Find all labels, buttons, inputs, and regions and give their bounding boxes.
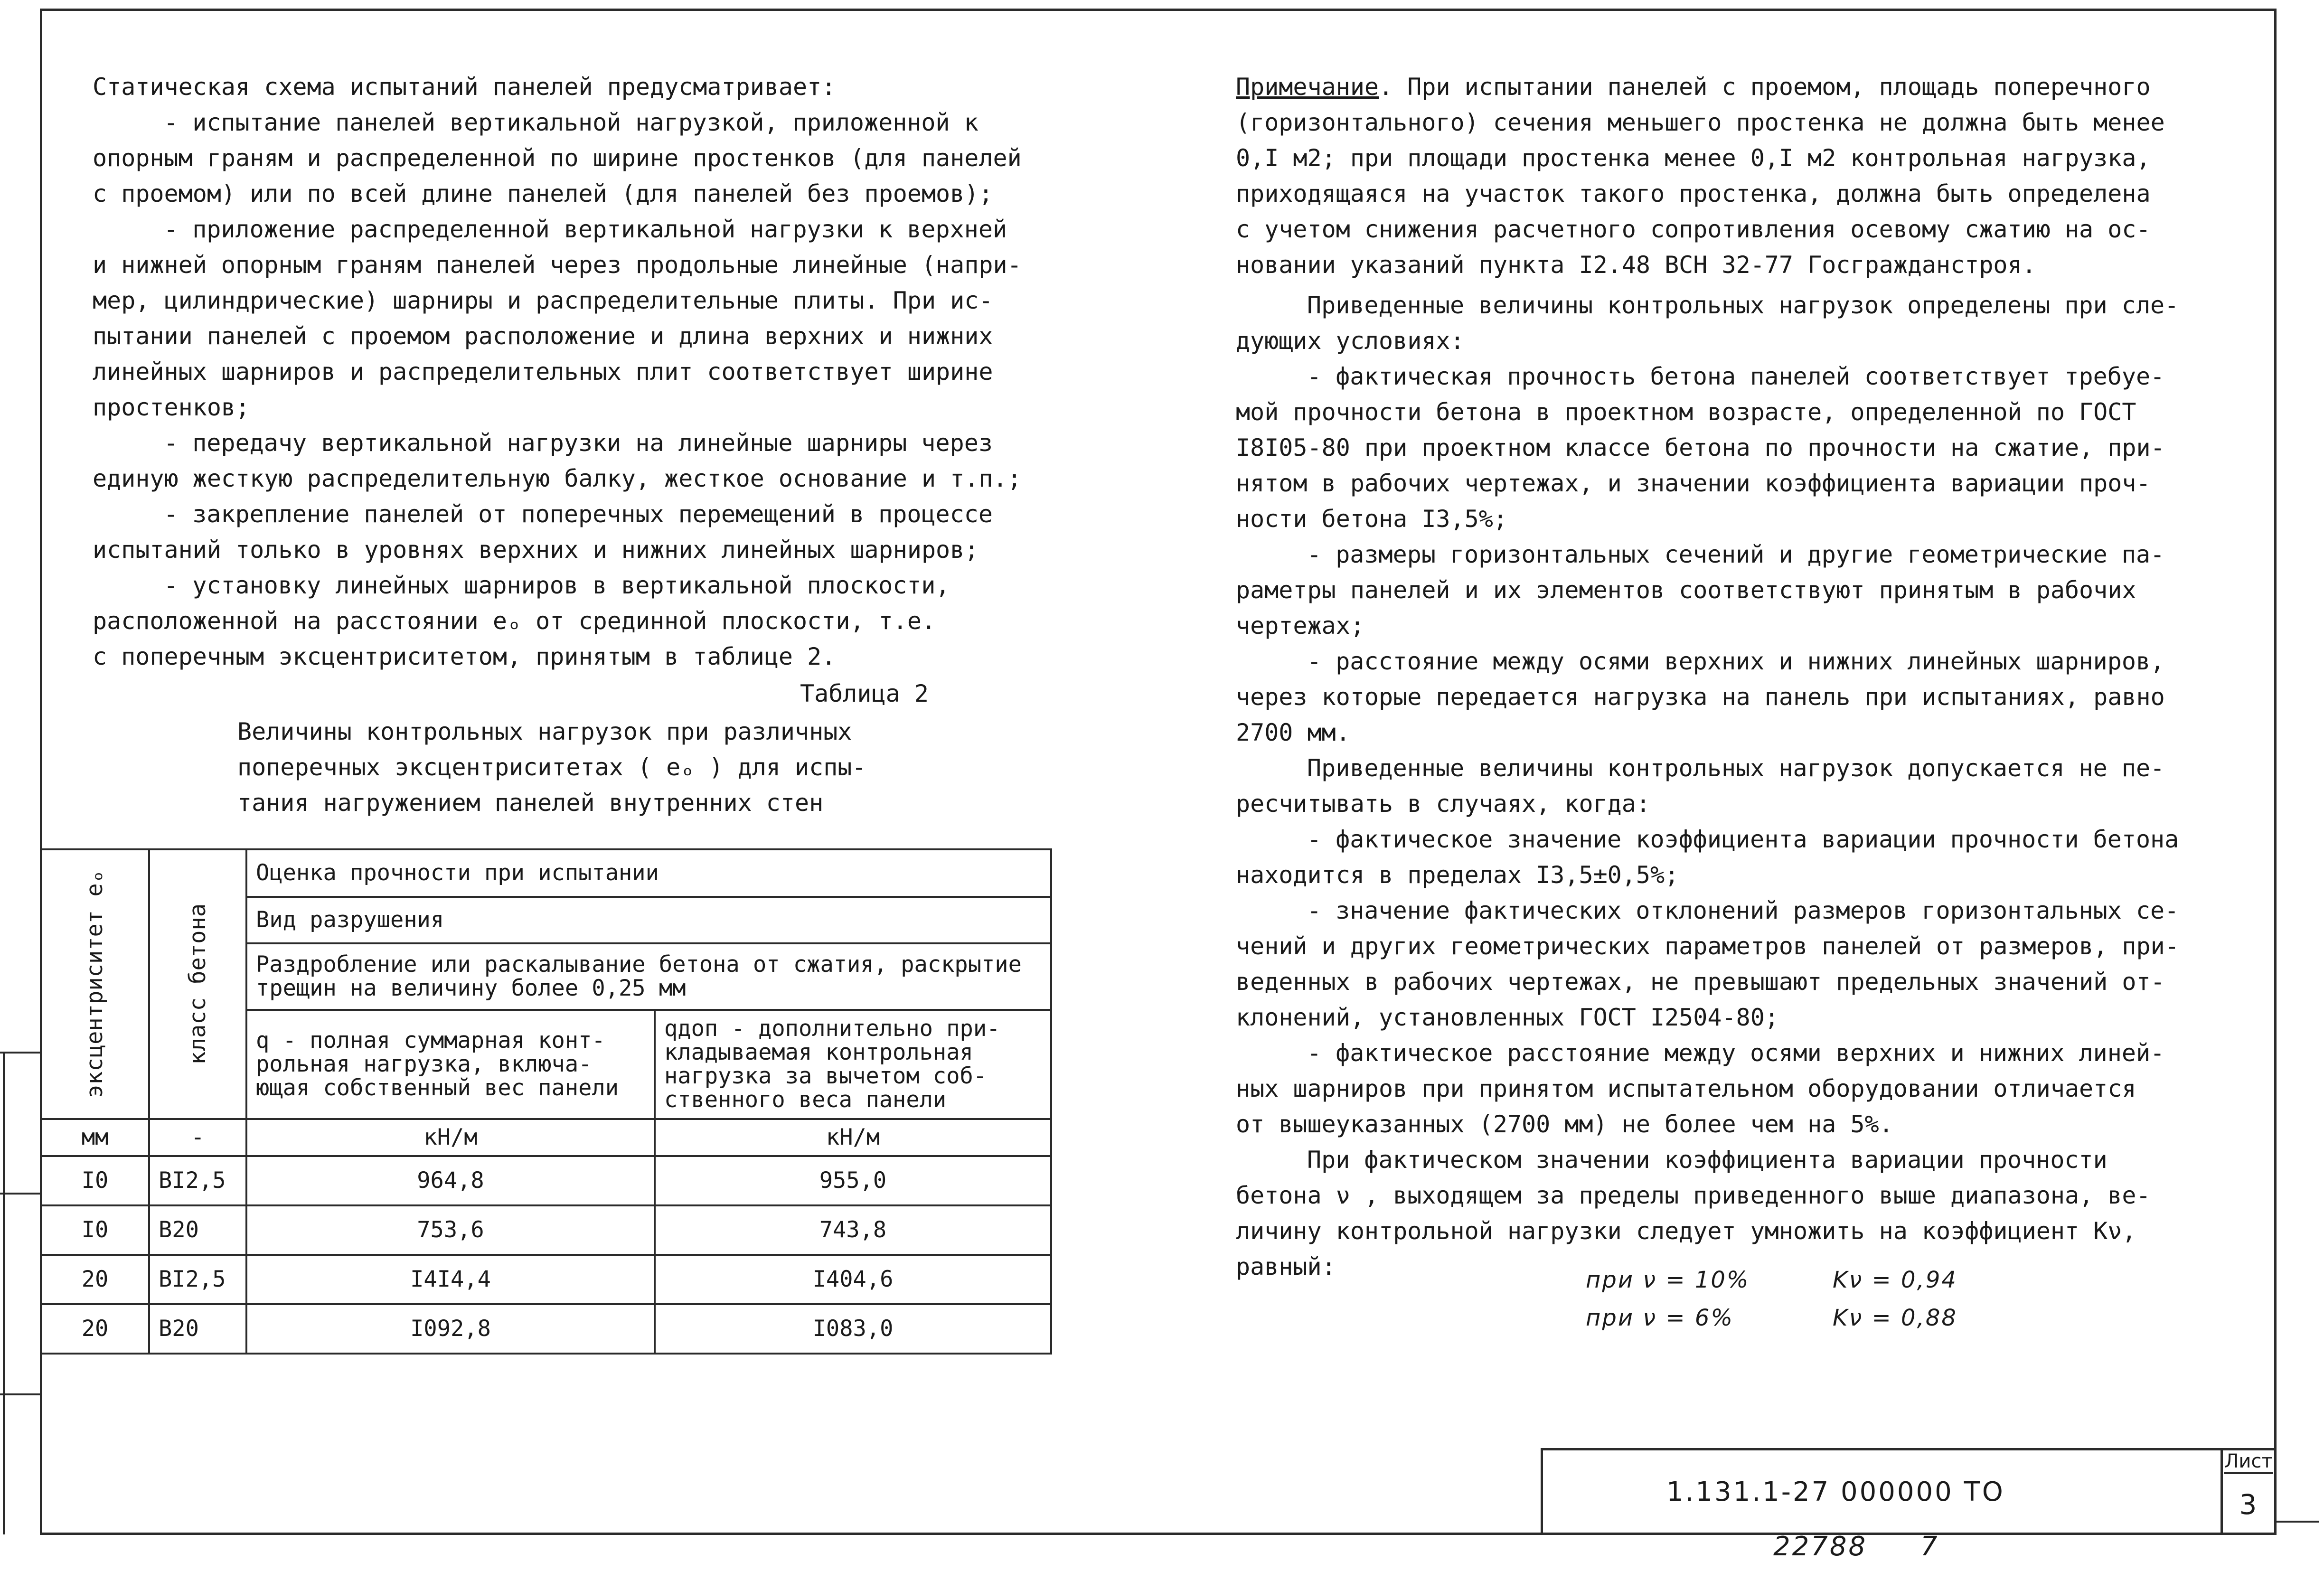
formula-value: Kν = 0,94 <box>1833 1267 1957 1293</box>
paragraph-line: простенков; <box>93 394 250 421</box>
cell-qdop: I083,0 <box>655 1304 1051 1354</box>
table-row <box>41 1255 1051 1304</box>
sheet-label: Лист <box>2224 1450 2273 1474</box>
paragraph-line: пытании панелей с проемом расположение и длина верхних и нижних <box>93 322 993 350</box>
cell-q: I4I4,4 <box>246 1255 655 1304</box>
paragraph-line: I8I05-80 при проектном классе бетона по прочности на сжатие, при- <box>1236 434 2165 461</box>
paragraph-line: линейных шарниров и распределительных плит соответствует ширине <box>93 358 993 386</box>
paragraph-line: равный: <box>1236 1253 1336 1280</box>
paragraph-line: с проемом) или по всей длине панелей (для панелей без проемов); <box>93 180 993 207</box>
header-eccentricity: эксцентриситет eₒ <box>41 849 149 1119</box>
paragraph-line: - испытание панелей вертикальной нагрузкой, приложенной к <box>164 109 979 136</box>
paragraph-line: с учетом снижения расчетного сопротивления осевому сжатию на ос- <box>1236 216 2151 243</box>
paragraph-line: бетона ν , выходящем за пределы приведенного выше диапазона, ве- <box>1236 1182 2151 1209</box>
paragraph-line: находится в пределах I3,5±0,5%; <box>1236 861 1679 889</box>
cell-eccentricity: I0 <box>41 1205 149 1255</box>
cell-q: 964,8 <box>246 1156 655 1205</box>
paragraph-line: - значение фактических отклонений размеров горизонтальных се- <box>1307 897 2179 924</box>
binding-margin-mark <box>0 1052 40 1054</box>
paragraph-line: испытаний только в уровнях верхних и нижних линейных шарниров; <box>93 536 979 564</box>
table-row <box>41 1156 1051 1205</box>
paragraph-line: 0,I м2; при площади простенка менее 0,I м2 контрольная нагрузка, <box>1236 144 2151 172</box>
caption-line: поперечных эксцентриситетах ( eₒ ) для испы- <box>237 753 866 781</box>
paragraph-line: - установку линейных шарниров в вертикальной плоскости, <box>164 572 950 599</box>
header-concrete-class: класс бетона <box>149 849 246 1119</box>
paragraph-line: дующих условиях: <box>1236 327 1465 355</box>
loads-table <box>40 848 1052 1355</box>
cell-eccentricity: 20 <box>41 1304 149 1354</box>
paragraph-line: ности бетона I3,5%; <box>1236 505 1507 533</box>
header-qdop: qдоп - дополнительно при-кладываемая контрольная нагрузка за вычетом соб-ственного веса панели <box>655 1010 1051 1119</box>
formula-value: Kν = 0,88 <box>1833 1305 1957 1331</box>
archive-number: 22788 <box>1773 1531 1868 1562</box>
paragraph-line: веденных в рабочих чертежах, не превышают предельных значений от- <box>1236 968 2165 996</box>
caption-line: Величины контрольных нагрузок при различных <box>237 718 852 745</box>
paragraph-line: мой прочности бетона в проектном возрасте, определенной по ГОСТ <box>1236 398 2136 426</box>
note-word: Примечание <box>1236 73 1379 101</box>
header-failure-desc: Раздробление или раскалывание бетона от сжатия, раскрытие трещин на величину более 0,25 мм <box>246 943 1051 1010</box>
paragraph-line: - расстояние между осями верхних и нижних линейных шарниров, <box>1307 648 2165 675</box>
paragraph-line: расположенной на расстоянии eₒ от срединной плоскости, т.е. <box>93 607 936 635</box>
paragraph-line: ресчитывать в случаях, когда: <box>1236 790 1650 818</box>
cell-q: 753,6 <box>246 1205 655 1255</box>
paragraph-line: Приведенные величины контрольных нагрузок определены при сле- <box>1307 292 2179 319</box>
paragraph-line: ных шарниров при принятом испытательном оборудовании отличается <box>1236 1075 2136 1102</box>
cell-qdop: I404,6 <box>655 1255 1051 1304</box>
paragraph-line: с поперечным эксцентриситетом, принятым в таблице 2. <box>93 643 836 670</box>
paragraph-line: и нижней опорным граням панелей через продольные линейные (напри- <box>93 251 1022 279</box>
cell-eccentricity: 20 <box>41 1255 149 1304</box>
cell-q: I092,8 <box>246 1304 655 1354</box>
table-row <box>41 1304 1051 1354</box>
paragraph-line: - фактическое значение коэффициента вариации прочности бетона <box>1307 826 2179 853</box>
paragraph-line: - размеры горизонтальных сечений и другие геометрические па- <box>1307 541 2165 568</box>
paragraph-line: - фактическое расстояние между осями верхних и нижних линей- <box>1307 1039 2165 1067</box>
paragraph-line: - передачу вертикальной нагрузки на линейные шарниры через <box>164 429 993 457</box>
unit-cell: кН/м <box>246 1119 655 1156</box>
caption-line: тания нагружением панелей внутренних стен <box>237 789 824 817</box>
paragraph-line: новании указаний пункта I2.48 ВСН 32-77 Госгражданстроя. <box>1236 251 2036 279</box>
unit-cell: кН/м <box>655 1119 1051 1156</box>
cell-qdop: 955,0 <box>655 1156 1051 1205</box>
sheet-number: 3 <box>2239 1488 2257 1521</box>
table-label: Таблица 2 <box>800 680 929 707</box>
paragraph-line: раметры панелей и их элементов соответствуют принятым в рабочих <box>1236 576 2136 604</box>
paragraph-line: от вышеуказанных (2700 мм) не более чем на 5%. <box>1236 1110 1893 1138</box>
formula-condition: при ν = 10% <box>1586 1267 1750 1293</box>
cell-qdop: 743,8 <box>655 1205 1051 1255</box>
right-column-text <box>1236 69 2233 1285</box>
frame-tick <box>2277 1521 2319 1523</box>
cell-eccentricity: I0 <box>41 1156 149 1205</box>
unit-cell: мм <box>41 1119 149 1156</box>
paragraph-line: - приложение распределенной вертикальной нагрузки к верхней <box>164 216 1007 243</box>
paragraph-line: нятом в рабочих чертежах, и значении коэффициента вариации проч- <box>1236 470 2151 497</box>
paragraph-line: (горизонтального) сечения меньшего простенка не должна быть менее <box>1236 109 2165 136</box>
cell-concrete: BI2,5 <box>149 1255 246 1304</box>
binding-margin-line <box>3 1052 5 1534</box>
cell-concrete: B20 <box>149 1304 246 1354</box>
note-first-line: Примечание. При испытании панелей с проемом, площадь поперечного <box>1236 73 2151 101</box>
paragraph-line: Статическая схема испытаний панелей предусматривает: <box>93 73 836 101</box>
paragraph-line: приходящаяся на участок такого простенка, должна быть определена <box>1236 180 2151 207</box>
table-row <box>41 1205 1051 1255</box>
cell-concrete: B20 <box>149 1205 246 1255</box>
header-failure-type: Вид разрушения <box>246 897 1051 943</box>
paragraph-line: чертежах; <box>1236 612 1364 640</box>
paragraph-line: чений и других геометрических параметров панелей от размеров, при- <box>1236 932 2179 960</box>
left-column-text <box>93 69 1052 675</box>
formula-condition: при ν = 6% <box>1586 1305 1734 1331</box>
table-caption <box>237 714 866 821</box>
binding-margin-mark <box>0 1193 40 1195</box>
document-code: 1.131.1-27 000000 ТО <box>1666 1477 2005 1507</box>
header-strength-eval: Оценка прочности при испытании <box>246 849 1051 897</box>
paragraph-line: - фактическая прочность бетона панелей соответствует требуе- <box>1307 363 2165 390</box>
paragraph-line: 2700 мм. <box>1236 719 1350 746</box>
paragraph-line: При фактическом значении коэффициента вариации прочности <box>1307 1146 2108 1174</box>
paragraph-line: Приведенные величины контрольных нагрузок допускается не пе- <box>1307 754 2165 782</box>
paragraph-line: единую жесткую распределительную балку, жесткое основание и т.п.; <box>93 465 1022 492</box>
paragraph-line: личину контрольной нагрузки следует умножить на коэффициент Kν, <box>1236 1217 2136 1245</box>
binding-margin-mark <box>0 1393 40 1395</box>
archive-sheet: 7 <box>1920 1531 1938 1562</box>
paragraph-line: через которые передается нагрузка на панель при испытаниях, равно <box>1236 683 2165 711</box>
unit-cell: - <box>149 1119 246 1156</box>
paragraph-line: опорным граням и распределенной по ширине простенков (для панелей <box>93 144 1022 172</box>
paragraph-line: клонений, установленных ГОСТ I2504-80; <box>1236 1004 1779 1031</box>
paragraph-line: - закрепление панелей от поперечных перемещений в процессе <box>164 500 993 528</box>
header-q: q - полная суммарная конт-рольная нагрузка, включа-ющая собственный вес панели <box>246 1010 655 1119</box>
cell-concrete: BI2,5 <box>149 1156 246 1205</box>
paragraph-line: мер, цилиндрические) шарниры и распределительные плиты. При ис- <box>93 287 993 314</box>
